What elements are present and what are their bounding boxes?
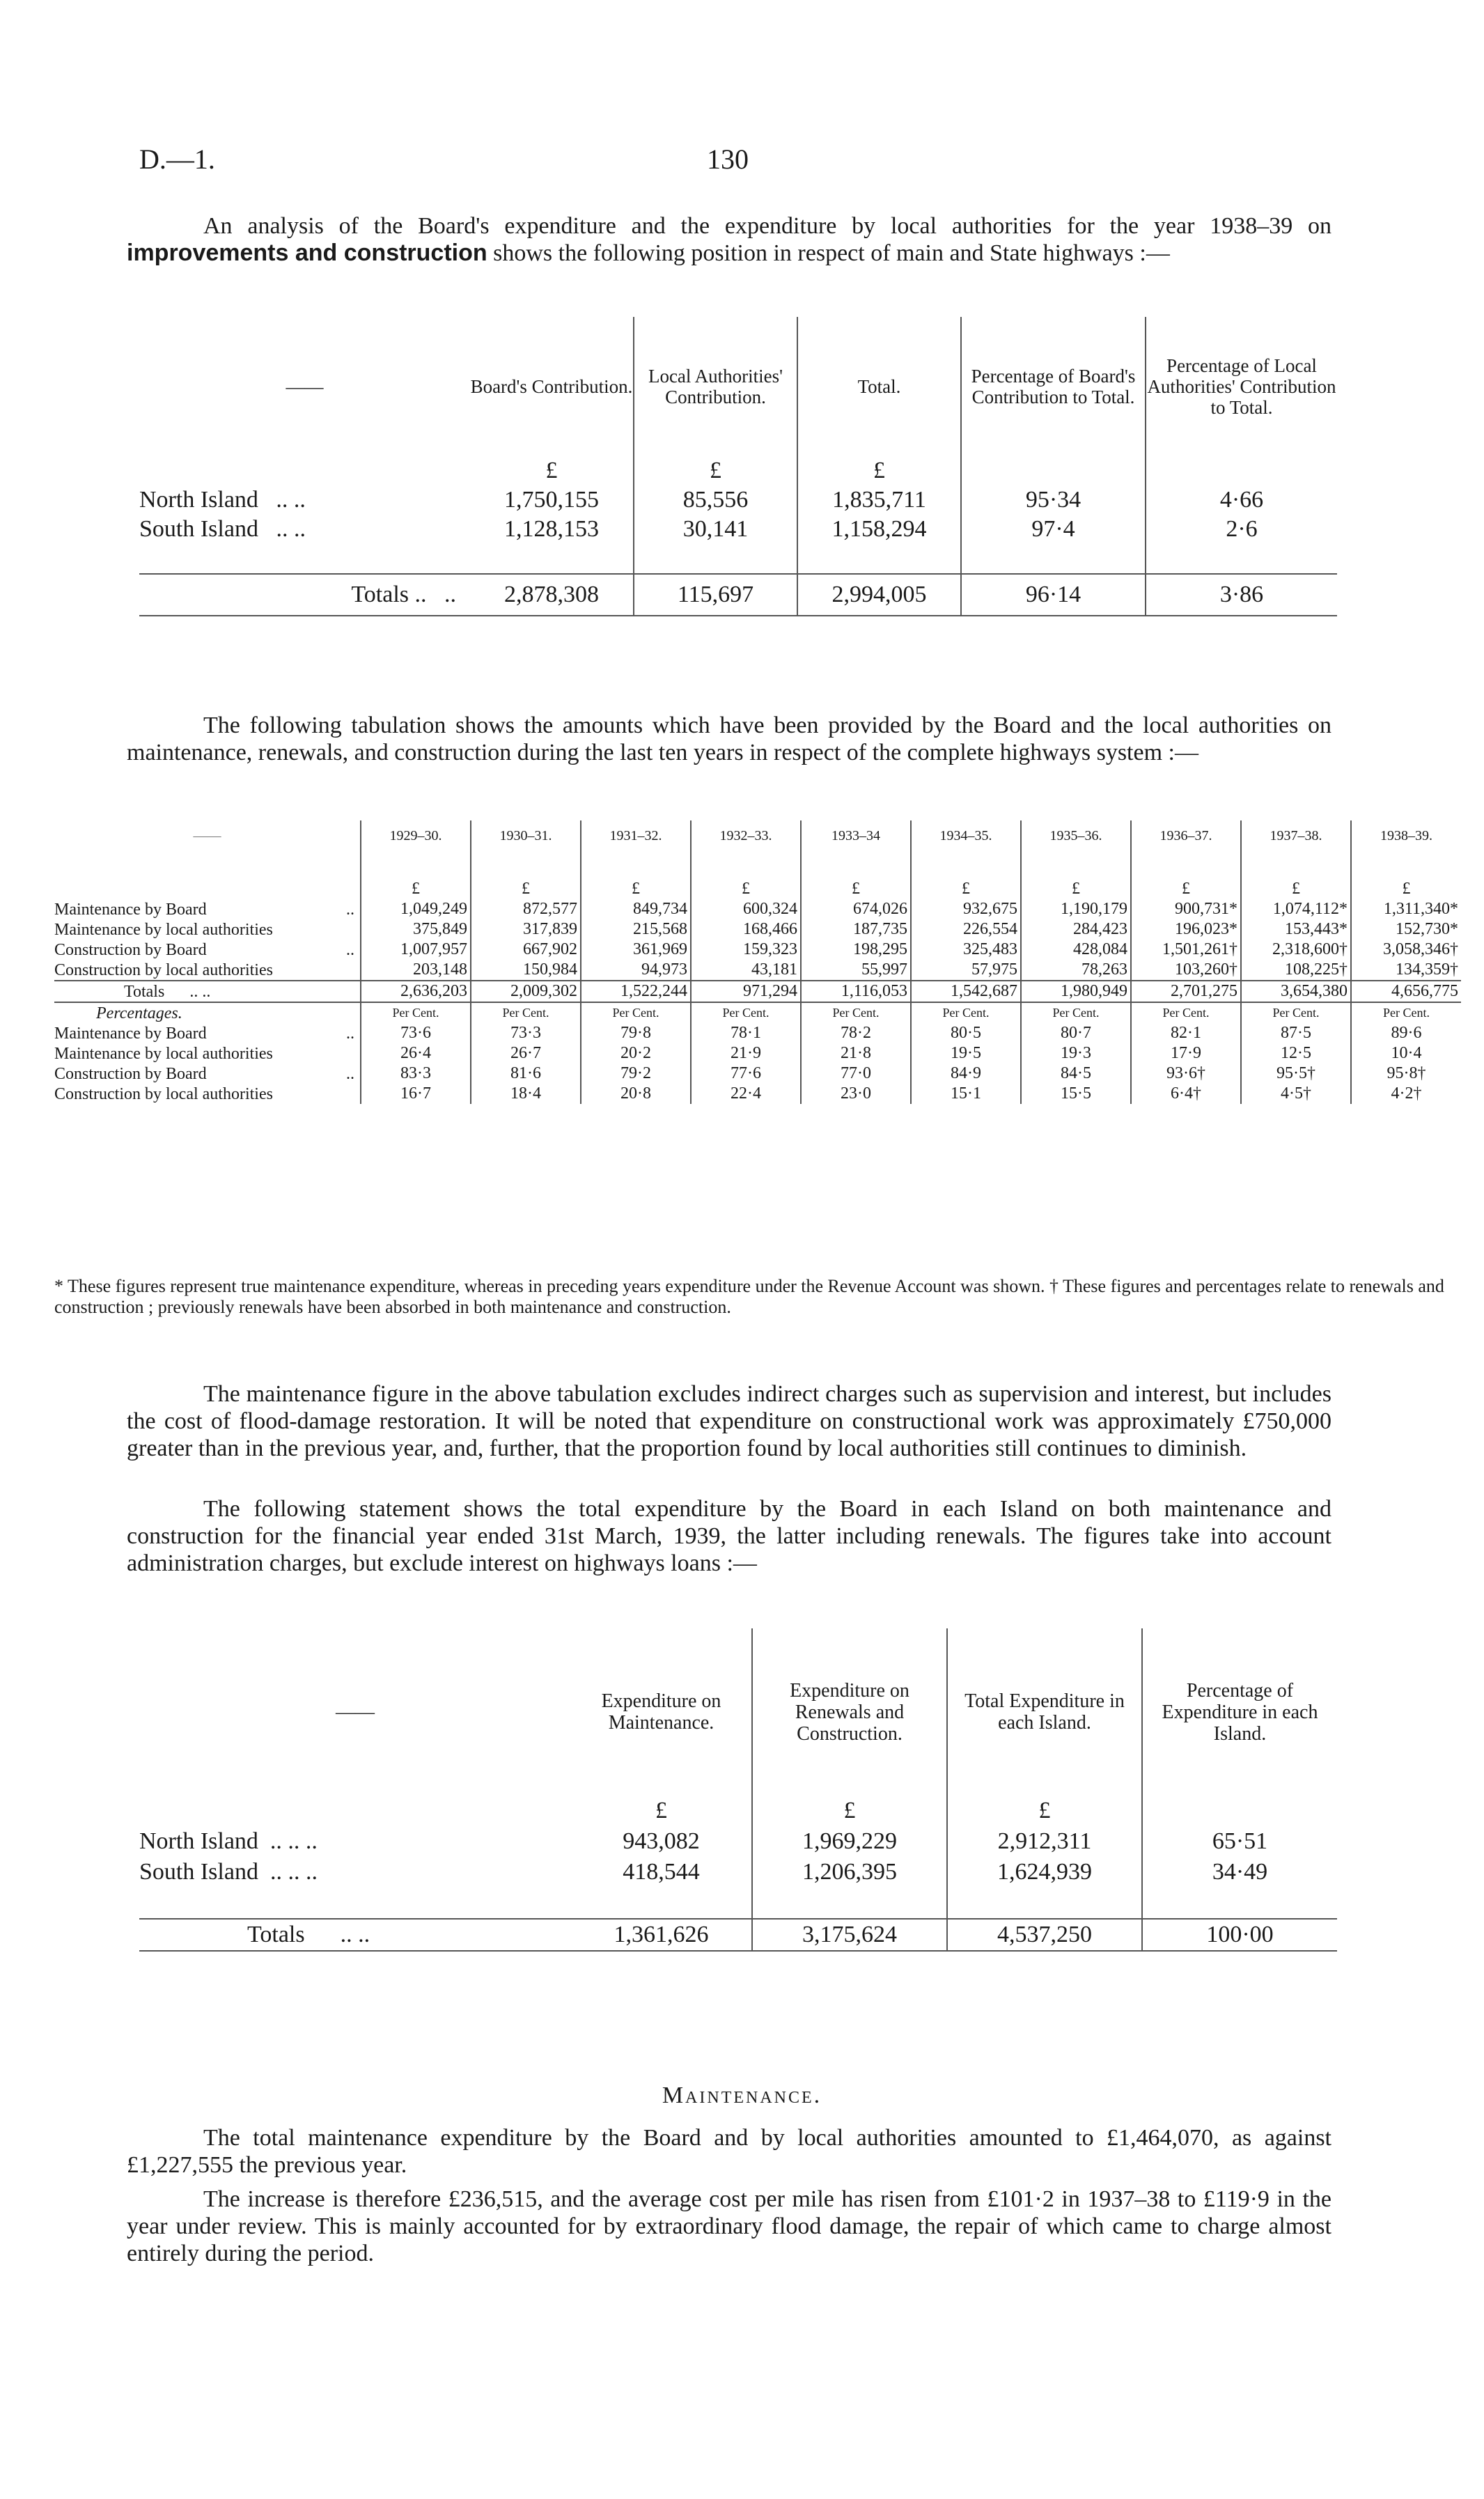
leader-dots: .. <box>346 1024 354 1043</box>
total-cell: 1,116,053 <box>801 981 911 1002</box>
cell-board: 1,128,153 <box>470 515 634 544</box>
totals-row <box>54 981 1461 1002</box>
section-heading-maintenance: Maintenance. <box>662 2082 822 2108</box>
row-label: North Island <box>139 487 258 513</box>
table-cell: 1,501,261† <box>1131 940 1241 960</box>
header-percentage: Percentage of Expenditure in each Island. <box>1162 1679 1318 1745</box>
percentage-row <box>54 1064 1461 1084</box>
row-label: North Island <box>139 1828 258 1854</box>
leader-dots: .. <box>346 940 354 959</box>
total-local: 115,697 <box>634 574 797 616</box>
header-board-contribution: Board's Contribution. <box>470 317 634 456</box>
table-cell: 3,058,346† <box>1383 940 1458 958</box>
cell-total: 1,835,711 <box>797 485 961 515</box>
table-cell: 73·6 <box>361 1023 471 1043</box>
table-cell: 375,849 <box>361 919 471 940</box>
table-row <box>139 485 1337 515</box>
table-cell: 78·1 <box>691 1023 801 1043</box>
cell-maintenance: 943,082 <box>571 1826 752 1857</box>
leader-dots: .. .. .. <box>270 1859 318 1885</box>
leader-dots: .. .. .. <box>270 1828 318 1854</box>
table-cell: 83·3 <box>361 1064 471 1084</box>
table-cell: 22·4 <box>691 1084 801 1104</box>
total-board: 2,878,308 <box>470 574 634 616</box>
table-cell: 203,148 <box>361 960 471 981</box>
table-cell: 18·4 <box>471 1084 581 1104</box>
table-cell: 93·6† <box>1131 1064 1241 1084</box>
cell-percentage: 65·51 <box>1212 1828 1268 1854</box>
total-cell: 2,009,302 <box>471 981 581 1002</box>
table-cell: 284,423 <box>1021 919 1131 940</box>
year-header: 1932–33. <box>691 820 801 851</box>
year-header: 1931–32. <box>581 820 691 851</box>
year-header: 1935–36. <box>1021 820 1131 851</box>
row-label: Maintenance by Board <box>54 1024 207 1043</box>
table-cell: 153,443* <box>1241 919 1351 940</box>
table-cell: 108,225† <box>1241 960 1351 981</box>
table-cell: 19·3 <box>1021 1043 1131 1064</box>
table-cell: 43,181 <box>691 960 801 981</box>
year-header: 1933–34 <box>801 820 911 851</box>
table-cell: 1,049,249 <box>361 899 471 919</box>
unit-pound: £ <box>1021 879 1131 899</box>
table-cell: 10·4 <box>1391 1044 1422 1062</box>
leader-dots: .. .. <box>189 982 211 1001</box>
table-cell: 428,084 <box>1021 940 1131 960</box>
table-cell: 87·5 <box>1241 1023 1351 1043</box>
table-cell: 600,324 <box>691 899 801 919</box>
table-cell: 79·2 <box>581 1064 691 1084</box>
maintenance-paragraph-1: The total maintenance expenditure by the Board and by local authorities amounted to £1,464,070, as against £1,227,555 the previous year. <box>127 2125 1331 2178</box>
footnote: * These figures represent true maintenance expenditure, whereas in preceding years expenditure under the Revenue Account was shown. † These figures and percentages relate to renewals and construction ; previously renewals have been absorbed in both maintenance and construction. <box>54 1276 1444 1317</box>
leader-dots: .. <box>444 582 456 607</box>
unit-pound: £ <box>911 879 1021 899</box>
table-cell: 16·7 <box>361 1084 471 1104</box>
cell-local: 85,556 <box>634 485 797 515</box>
table2-dash-header: —— <box>193 827 221 843</box>
cell-total: 1,624,939 <box>947 1857 1142 1887</box>
unit-pound: £ <box>1241 879 1351 899</box>
row-label: Maintenance by local authorities <box>54 920 273 939</box>
table-cell: 80·7 <box>1021 1023 1131 1043</box>
cell-construction: 1,969,229 <box>752 1826 947 1857</box>
total-cell: 1,522,244 <box>581 981 691 1002</box>
total-pct-board: 96·14 <box>961 574 1146 616</box>
table-cell: 82·1 <box>1131 1023 1241 1043</box>
maintenance-note-paragraph: The maintenance figure in the above tabulation excludes indirect charges such as supervision and interest, but includes the cost of flood-damage restoration. It will be noted that expenditure on constructional work was approximately £750,000 greater than in the previous year, and, further, that the proportion found by local authorities still continues to diminish. <box>127 1381 1331 1461</box>
table-row <box>54 899 1461 919</box>
intro-text-before: An analysis of the Board's expenditure and the expenditure by local authorities for the year 1938–39 on <box>203 213 1331 239</box>
table-cell: 361,969 <box>581 940 691 960</box>
table-cell: 1,190,179 <box>1021 899 1131 919</box>
table-cell: 78,263 <box>1021 960 1131 981</box>
total-total: 2,994,005 <box>797 574 961 616</box>
total-pct-local: 3·86 <box>1146 574 1337 616</box>
totals-row <box>139 574 1337 616</box>
table-cell: 26·7 <box>471 1043 581 1064</box>
table-cell: 900,731* <box>1131 899 1241 919</box>
unit-pound: £ <box>634 456 797 485</box>
cell-board: 1,750,155 <box>470 485 634 515</box>
year-header: 1930–31. <box>471 820 581 851</box>
table-cell: 21·8 <box>801 1043 911 1064</box>
table-cell: 6·4† <box>1131 1084 1241 1104</box>
table-cell: 1,007,957 <box>361 940 471 960</box>
document-reference: D.—1. <box>139 143 215 175</box>
per-cent-unit: Per Cent. <box>911 1002 1021 1023</box>
cell-total: 2,912,311 <box>947 1826 1142 1857</box>
cell-total: 1,158,294 <box>797 515 961 544</box>
table-cell: 15·1 <box>911 1084 1021 1104</box>
improvements-table <box>139 317 1337 616</box>
table-cell: 159,323 <box>691 940 801 960</box>
totals-label: Totals <box>124 982 165 1001</box>
table-cell: 215,568 <box>581 919 691 940</box>
cell-maintenance: 418,544 <box>571 1857 752 1887</box>
unit-pound: £ <box>801 879 911 899</box>
table-cell: 150,984 <box>471 960 581 981</box>
table-cell: 95·8† <box>1387 1064 1426 1082</box>
table-cell: 849,734 <box>581 899 691 919</box>
table-cell: 17·9 <box>1131 1043 1241 1064</box>
totals-label: Totals <box>247 1922 305 1947</box>
cell-pct-board: 95·34 <box>961 485 1146 515</box>
table-cell: 19·5 <box>911 1043 1021 1064</box>
maintenance-paragraph-2: The increase is therefore £236,515, and the average cost per mile has risen from £101·2 in 1937–38 to £119·9 in the year under review. This is mainly accounted for by extraordinary flood damage, the repair of which came to charge almost entirely during the period. <box>127 2186 1331 2266</box>
header-local-contribution: Local Authorities' Contribution. <box>634 317 797 456</box>
table-cell: 1,074,112* <box>1241 899 1351 919</box>
per-cent-unit: Per Cent. <box>1131 1002 1241 1023</box>
row-label: Maintenance by Board <box>54 900 207 919</box>
table-row <box>54 960 1461 981</box>
table-cell: 79·8 <box>581 1023 691 1043</box>
table-cell: 667,902 <box>471 940 581 960</box>
percentage-row <box>54 1084 1461 1104</box>
per-cent-unit: Per Cent. <box>1383 1006 1430 1020</box>
table-cell: 26·4 <box>361 1043 471 1064</box>
cell-pct-local: 2·6 <box>1226 516 1258 542</box>
header-pct-board: Percentage of Board's Contribution to Total. <box>961 317 1146 456</box>
total-cell: 2,701,275 <box>1131 981 1241 1002</box>
intro-paragraph <box>127 212 1331 267</box>
unit-pound: £ <box>691 879 801 899</box>
ten-year-table <box>54 820 1461 1104</box>
unit-pound: £ <box>471 879 581 899</box>
total-cell: 971,294 <box>691 981 801 1002</box>
table-cell: 152,730* <box>1396 920 1458 938</box>
table-cell: 4·5† <box>1241 1084 1351 1104</box>
leader-dots: .. <box>346 1064 354 1083</box>
table-row <box>54 940 1461 960</box>
tabulation-intro: The following tabulation shows the amounts which have been provided by the Board and the local authorities on maintenance, renewals, and construction during the last ten years in respect of the complete highways system :— <box>127 713 1331 765</box>
leader-dots: .. .. <box>276 516 306 542</box>
table-cell: 674,026 <box>801 899 911 919</box>
row-label: Construction by local authorities <box>54 960 273 979</box>
unit-pound: £ <box>470 456 634 485</box>
cell-pct-board: 97·4 <box>961 515 1146 544</box>
table-cell: 57,975 <box>911 960 1021 981</box>
leader-dots: .. .. <box>276 487 306 513</box>
row-label: Construction by Board <box>54 1064 207 1083</box>
table1-dash-header: —— <box>286 376 324 397</box>
table-cell: 15·5 <box>1021 1084 1131 1104</box>
per-cent-unit: Per Cent. <box>1021 1002 1131 1023</box>
per-cent-unit: Per Cent. <box>361 1002 471 1023</box>
cell-construction: 1,206,395 <box>752 1857 947 1887</box>
unit-pound: £ <box>947 1796 1142 1826</box>
table-cell: 226,554 <box>911 919 1021 940</box>
table-cell: 81·6 <box>471 1064 581 1084</box>
cell-percentage: 34·49 <box>1212 1859 1268 1885</box>
table-cell: 103,260† <box>1131 960 1241 981</box>
table-cell: 872,577 <box>471 899 581 919</box>
unit-pound: £ <box>581 879 691 899</box>
header-pct-local: Percentage of Local Authorities' Contribution to Total. <box>1147 355 1336 418</box>
unit-pound: £ <box>797 456 961 485</box>
maintenance-paragraphs <box>127 2124 1331 2267</box>
total-cell: 2,636,203 <box>361 981 471 1002</box>
table-cell: 2,318,600† <box>1241 940 1351 960</box>
table-cell: 168,466 <box>691 919 801 940</box>
table-cell: 77·0 <box>801 1064 911 1084</box>
per-cent-unit: Per Cent. <box>691 1002 801 1023</box>
table-row <box>139 515 1337 544</box>
row-label: Maintenance by local authorities <box>54 1044 273 1063</box>
page-number: 130 <box>707 143 749 175</box>
table-cell: 55,997 <box>801 960 911 981</box>
table-cell: 78·2 <box>801 1023 911 1043</box>
table-cell: 84·9 <box>911 1064 1021 1084</box>
header-renewals-construction: Expenditure on Renewals and Construction. <box>752 1628 947 1796</box>
year-header: 1929–30. <box>361 820 471 851</box>
table-cell: 23·0 <box>801 1084 911 1104</box>
header-maintenance: Expenditure on Maintenance. <box>571 1628 752 1796</box>
total-percentage: 100·00 <box>1142 1919 1337 1951</box>
table-cell: 134,359† <box>1396 960 1458 979</box>
total-maintenance: 1,361,626 <box>571 1919 752 1951</box>
per-cent-unit: Per Cent. <box>1241 1002 1351 1023</box>
year-header: 1936–37. <box>1131 820 1241 851</box>
table-cell: 325,483 <box>911 940 1021 960</box>
percentages-heading: Percentages. <box>54 1002 361 1023</box>
header-total-expenditure: Total Expenditure in each Island. <box>947 1628 1142 1796</box>
year-header: 1934–35. <box>911 820 1021 851</box>
table-cell: 12·5 <box>1241 1043 1351 1064</box>
cell-pct-local: 4·66 <box>1219 487 1264 513</box>
per-cent-unit: Per Cent. <box>471 1002 581 1023</box>
total-cell: 4,656,775 <box>1351 981 1461 1002</box>
leader-dots: .. .. <box>340 1922 370 1947</box>
table-cell: 932,675 <box>911 899 1021 919</box>
table3-dash-header: —— <box>336 1701 375 1723</box>
totals-label: Totals .. <box>351 582 427 607</box>
percentage-row <box>54 1023 1461 1043</box>
island-statement-paragraph: The following statement shows the total expenditure by the Board in each Island on both maintenance and construction for the financial year ended 31st March, 1939, the latter including renewals. The figures take into account administration charges, but exclude interest on highways loans :— <box>127 1496 1331 1576</box>
unit-pound: £ <box>361 879 471 899</box>
cell-local: 30,141 <box>634 515 797 544</box>
table-cell: 94,973 <box>581 960 691 981</box>
table-cell: 89·6 <box>1391 1024 1422 1042</box>
table-cell: 80·5 <box>911 1023 1021 1043</box>
table-cell: 196,023* <box>1131 919 1241 940</box>
intro-text-after: shows the following position in respect of main and State highways :— <box>493 240 1170 266</box>
totals-row <box>139 1919 1337 1951</box>
table-row <box>139 1857 1337 1887</box>
total-total: 4,537,250 <box>947 1919 1142 1951</box>
table-cell: 20·2 <box>581 1043 691 1064</box>
total-cell: 1,980,949 <box>1021 981 1131 1002</box>
leader-dots: .. <box>346 900 354 919</box>
table-cell: 84·5 <box>1021 1064 1131 1084</box>
per-cent-unit: Per Cent. <box>801 1002 911 1023</box>
unit-pound: £ <box>571 1796 752 1826</box>
table-cell: 317,839 <box>471 919 581 940</box>
table-cell: 77·6 <box>691 1064 801 1084</box>
table-cell: 73·3 <box>471 1023 581 1043</box>
table-cell: 20·8 <box>581 1084 691 1104</box>
table-cell: 95·5† <box>1241 1064 1351 1084</box>
island-expenditure-table <box>139 1628 1337 1952</box>
row-label: South Island <box>139 516 258 542</box>
header-total: Total. <box>797 317 961 456</box>
table-cell: 21·9 <box>691 1043 801 1064</box>
row-label: South Island <box>139 1859 258 1885</box>
table-row <box>54 919 1461 940</box>
table-cell: 198,295 <box>801 940 911 960</box>
unit-pound: £ <box>752 1796 947 1826</box>
intro-bold-phrase: improvements and construction <box>127 240 487 266</box>
table-cell: 1,311,340* <box>1383 900 1458 918</box>
total-construction: 3,175,624 <box>752 1919 947 1951</box>
table-row <box>139 1826 1337 1857</box>
total-cell: 1,542,687 <box>911 981 1021 1002</box>
per-cent-unit: Per Cent. <box>581 1002 691 1023</box>
year-header: 1938–39. <box>1380 827 1432 843</box>
unit-pound: £ <box>1402 880 1411 898</box>
table-cell: 187,735 <box>801 919 911 940</box>
unit-pound: £ <box>1131 879 1241 899</box>
year-header: 1937–38. <box>1241 820 1351 851</box>
total-cell: 3,654,380 <box>1241 981 1351 1002</box>
table-cell: 4·2† <box>1391 1084 1422 1103</box>
percentage-row <box>54 1043 1461 1064</box>
row-label: Construction by Board <box>54 940 207 959</box>
row-label: Construction by local authorities <box>54 1084 273 1103</box>
